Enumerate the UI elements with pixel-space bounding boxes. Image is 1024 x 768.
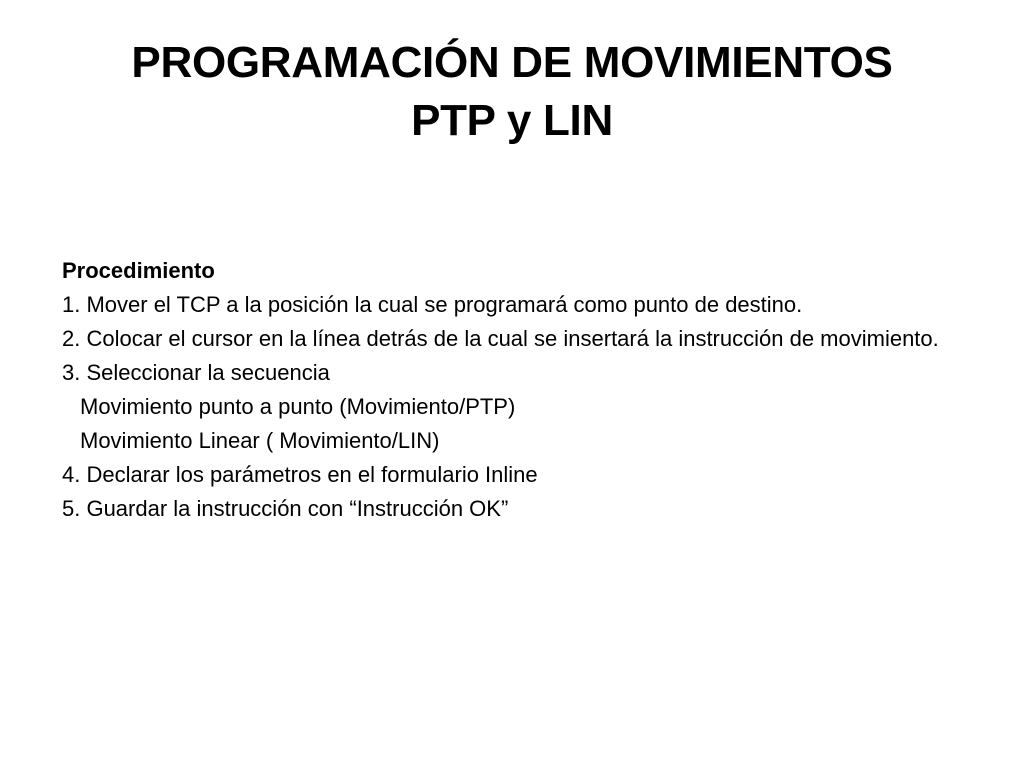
step-1: 1. Mover el TCP a la posición la cual se programará como punto de destino. — [62, 292, 803, 317]
slide-title-line-1: PROGRAMACIÓN DE MOVIMIENTOS — [131, 38, 893, 87]
procedure-heading: Procedimiento — [62, 258, 215, 283]
step-3-option-lin: Movimiento Linear ( Movimiento/LIN) — [80, 428, 440, 453]
slide-title-line-2: PTP y LIN — [411, 96, 613, 145]
slide-body — [62, 258, 962, 530]
step-4: 4. Declarar los parámetros en el formulario Inline — [62, 462, 538, 487]
step-2: 2. Colocar el cursor en la línea detrás de la cual se insertará la instrucción de movimiento. — [62, 326, 939, 351]
step-5: 5. Guardar la instrucción con “Instrucción OK” — [62, 496, 509, 521]
step-3: 3. Seleccionar la secuencia — [62, 360, 330, 385]
step-3-option-ptp: Movimiento punto a punto (Movimiento/PTP) — [80, 394, 516, 419]
slide-title — [40, 34, 984, 150]
